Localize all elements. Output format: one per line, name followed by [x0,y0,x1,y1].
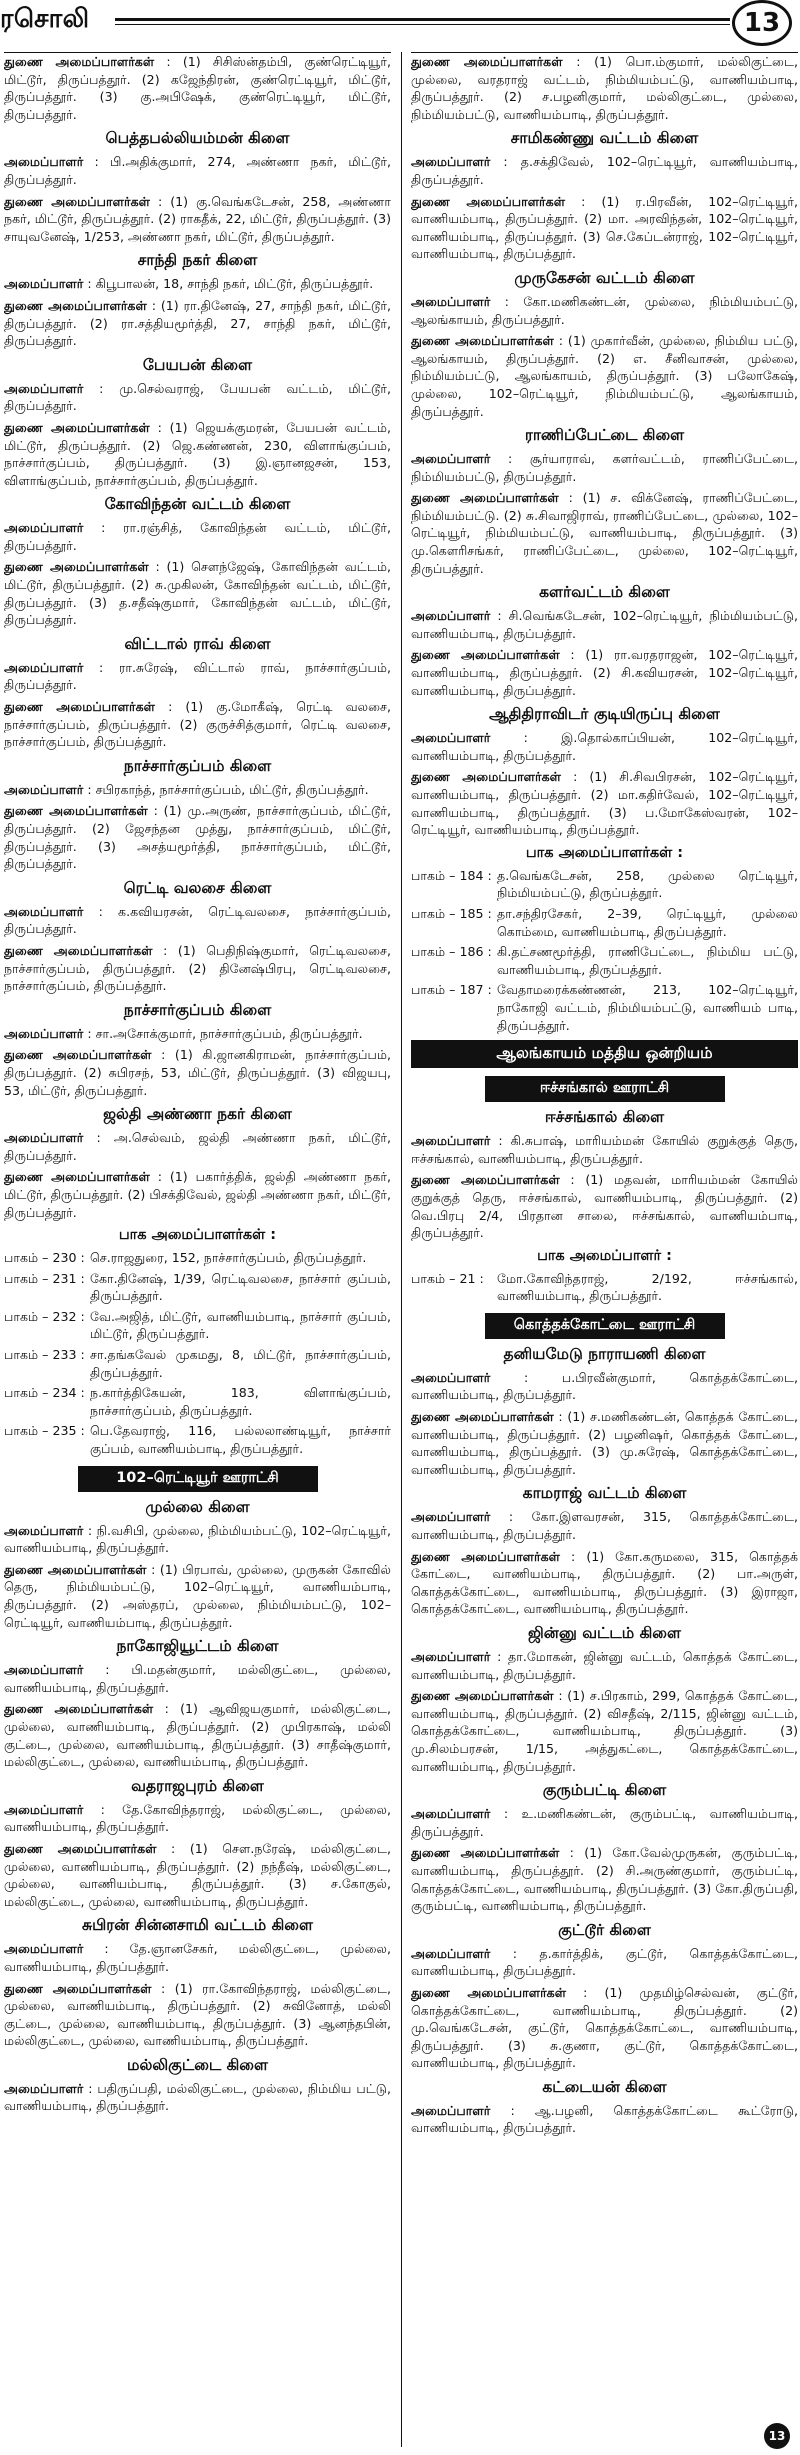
branch-heading: ரெட்டி வலசை கிளை [123,878,272,897]
role-label: துணை அமைப்பாளர்கள் [4,419,150,435]
role-label: துணை அமைப்பாளர்கள் [411,1172,560,1188]
member-details: : (1) ரா.கோவிந்தராஜ், மல்லிகுட்டை, முல்லை, வாணியம்பாடி, திருப்பத்தூர். (2) சுவினோத், மல்லி குட்டை, முல்லை, வாணியம்பாடி, திருப்பத்தூர். (3) ஆனந்தபின், மல்லிகுட்டை, முல்லை, வாணியம்பாடி, திருப்பத்தூர். [4,1980,391,2049]
member-details: : (1) முதமிழ்செல்வன், குட்டூர், கொத்தக்கோட்டை, வாணியம்பாடி, திருப்பத்தூர். (2) மு.வெங்கடேசன், குட்டூர், கொத்தக்கோட்டை, வாணியம்பாடி, திருப்பத்தூர். (3) சு.குணா, குட்டூர், கொத்தக்கோட்டை, வாணியம்பாடி, திருப்பத்தூர். [411,1984,798,2071]
section-organizer-details: வே.அஜித், மிட்டூர், வாணியம்பாடி, நாச்சார் குப்பம், மிட்டூர், திருப்பத்தூர். [90,1308,391,1342]
member-details: : கி.சுபாஷ், மாரியம்மன் கோயில் குறுக்குத் தெரு, ஈச்சங்கால், வாணியம்பாடி, திருப்பத்தூர். [411,1133,798,1166]
branch-heading: குட்டூர் கிளை [558,1920,651,1939]
role-label: அமைப்பாளர் [411,1369,491,1385]
role-label: துணை அமைப்பாளர்கள் [411,193,566,209]
member-details: : (1) சௌந்ஜேஷ், கோவிந்தன் வட்டம், மிட்டூர், திருப்பத்தூர். (2) சு.முகிலன், கோவிந்தன் வட்டம், மிட்டூர், திருப்பத்தூர். (3) த.சதீஷ்குமார், கோவிந்தன் வட்டம், மிட்டூர், திருப்பத்தூர். [4,559,391,628]
section-organizer-row [411,867,798,902]
member-entry [411,332,798,420]
branch-section [4,1916,391,2050]
role-label: துணை அமைப்பாளர்கள் [411,1845,560,1861]
role-label: துணை அமைப்பாளர்கள் [4,699,156,715]
member-entry [411,646,798,699]
role-label: அமைப்பாளர் [411,730,491,746]
section-organizer-details: தா.சந்திரசேகர், 2–39, ரெட்டியூர், முல்லை கொம்மை, வாணியம்பாடி, திருப்பத்தூர். [497,905,798,939]
member-details: : (1) பிரபாவ், முல்லை, முருகன் கோவில் தெரு, நிம்மியம்பட்டு, 102–ரெட்டியூர், வாணியம்பாடி, திருப்பத்தூர். (2) அஸ்தரப், முல்லை, நிம்மியம்பட்டு, 102–ரெட்டியூர், வாணியம்பாடி, திருப்பத்தூர். [4,1561,391,1630]
member-entry [411,450,798,485]
member-entry [4,903,391,938]
member-details: : பதிருப்பதி, மல்லிகுட்டை, முல்லை, நிம்மிய பட்டு, வாணியம்பாடி, திருப்பத்தூர். [4,2080,391,2114]
branch-heading: சுபிரன் சின்னசாமி வட்டம் கிளை [82,1916,313,1935]
member-entry [4,1046,391,1099]
section-organizer-details: மோ.கோவிந்தராஜ், 2/192, ஈச்சங்கால், வாணியம்பாடி, திருப்பத்தூர். [497,1270,798,1304]
role-label: துணை அமைப்பாளர்கள் [411,1688,554,1704]
role-label: அமைப்பாளர் [411,1509,491,1525]
branch-section [411,1484,798,1618]
branch-section [4,879,391,995]
role-label: அமைப்பாளர் [411,2102,491,2118]
member-details: : சி.வெங்கடேசன், 102–ரெட்டியூர், நிம்மியம்பட்டு, வாணியம்பாடி, திருப்பத்தூர். [411,608,798,641]
member-entry [411,153,798,188]
branch-section [411,1624,798,1775]
section-number: பாகம் – 185 : [411,905,492,921]
member-entry [411,2102,798,2137]
panchayat-banner: கொத்தக்கோட்டை ஊராட்சி [485,1313,725,1339]
branch-heading: ராணிப்பேட்டை கிளை [524,426,685,445]
branch-heading: சாந்தி நகர் கிளை [137,251,258,270]
section-organizer-row [4,1270,391,1305]
member-entry [4,558,391,628]
member-details: : (1) சி.சிவபிரசன், 102–ரெட்டியூர், வாணியம்பாடி, திருப்பத்தூர். (2) மா.கதிர்வேல், 102–ரெட்டியூர், வாணியம்பாடி, திருப்பத்தூர். (3) ப.மோகேஸ்வரன், 102–ரெட்டியூர், வாணியம்பாடி, திருப்பத்தூர். [411,769,798,838]
role-label: துணை அமைப்பாளர்கள் [411,1984,567,2000]
member-entry [4,1940,391,1975]
member-entry [411,1648,798,1683]
section-organizer-details: செ.ராஜதுரை, 152, நாச்சார்குப்பம், திருப்பத்தூர். [90,1250,367,1266]
branch-section [411,129,798,263]
member-details: : (1) ரா.தினேஷ், 27, சாந்தி நகர், மிட்டூர், திருப்பத்தூர். (2) ரா.சத்தியமூர்த்தி, 27, சாந்தி நகர், மிட்டூர், திருப்பத்தூர். [4,297,391,349]
member-entry [4,942,391,995]
page-header [0,0,800,50]
member-entry [411,1548,798,1618]
role-label: அமைப்பாளர் [4,1025,84,1041]
member-details: : தே.கோவிந்தராஜ், மல்லிகுட்டை, முல்லை, வாணியம்பாடி, திருப்பத்தூர். [4,1801,391,1835]
member-entry [411,1805,798,1840]
branch-section [411,1921,798,2072]
section-organizer-row [4,1346,391,1381]
role-label: துணை அமைப்பாளர்கள் [411,54,563,69]
member-details: : (1) ர.பிரவீன், 102–ரெட்டியூர், வாணியம்பாடி, திருப்பத்தூர். (2) மா. அரவிந்தன், 102–ரெட்டியூர், வாணியம்பாடி, திருப்பத்தூர். (3) செ.கேப்டன்ராஜ், 102–ரெட்டியூர், வாணியம்பாடி, திருப்பத்தூர். [411,193,798,262]
branch-section [4,495,391,629]
section-organizer-row [4,1249,391,1267]
member-entry [4,1025,391,1043]
member-entry [4,1840,391,1910]
branch-section [411,1781,798,1915]
member-details: : (1) பகார்த்திக், ஜல்தி அண்ணா நகர், மிட்டூர், திருப்பத்தூர். (2) பிசக்திவேல், ஜல்தி அண்ணா நகர், மிட்டூர், திருப்பத்தூர். [4,1169,391,1220]
section-organizer-details: கி.தட்சணமூர்த்தி, ராணிபேட்டை, நிம்மிய பட்டு, வாணியம்பாடி, திருப்பத்தூர். [497,944,798,977]
member-entry [4,1168,391,1221]
branch-section [4,356,391,490]
member-details: : (1) கு.மோகீஷ், ரெட்டி வலசை, நாச்சார்குப்பம், திருப்பத்தூர். (2) குருச்சித்குமார், ரெட்டி வலசை, நாச்சார்குப்பம், திருப்பத்தூர். [4,699,391,750]
role-label: துணை அமைப்பாளர்கள் [411,333,554,349]
section-organizers-title: பாக அமைப்பாளர் : [537,1247,672,1264]
branch-heading: தனியமேடு நாராயணி கிளை [503,1344,706,1363]
member-details: : (1) கு.வெங்கடேசன், 258, அண்ணா நகர், மிட்டூர், திருப்பத்தூர். (2) ராகதீக், 22, மிட்டூர், திருப்பத்தூர். (3) சாயுவனேஷ், 1/253, அண்ணா நகர், மிட்டூர், திருப்பத்தூர். [4,193,391,244]
member-details: : க.கவியரசன், ரெட்டிவலசை, நாச்சார்குப்பம், திருப்பத்தூர். [4,903,391,937]
branch-section [411,1345,798,1479]
member-details: : தா.மோகன், ஜின்னு வட்டம், கொத்தக் கோட்டை, வாணியம்பாடி, திருப்பத்தூர். [411,1649,798,1682]
member-details: : ப.பிரவீன்குமார், கொத்தக்கோட்டை, வாணியம்பாடி, திருப்பத்தூர். [411,1369,798,1403]
branch-heading: நாச்சார்குப்பம் கிளை [123,756,272,775]
branch-section [411,583,798,699]
role-label: துணை அமைப்பாளர்கள் [4,193,150,209]
branch-heading: ஈச்சங்கால் கிளை [544,1108,665,1127]
branch-heading: கோவிந்தன் வட்டம் கிளை [104,495,291,514]
left-column [4,52,391,2447]
member-details: : கிபூபாலன், 18, சாந்தி நகர், மிட்டூர், திருப்பத்தூர். [83,276,374,292]
member-entry [4,781,391,799]
member-entry [411,1687,798,1775]
header-rule [115,18,730,25]
member-entry [4,1561,391,1631]
member-entry [4,380,391,415]
panchayat-banner: 102–ரெட்டியூர் ஊராட்சி [78,1466,318,1492]
branch-section [4,251,391,349]
branch-section [4,1105,391,1221]
member-details: : மு.செல்வராஜ், பேயபன் வட்டம், மிட்டூர், திருப்பத்தூர். [4,380,391,414]
role-label: துணை அமைப்பாளர்கள் [4,54,155,69]
member-details: : சா.அசோக்குமார், நாச்சார்குப்பம், திருப்பத்தூர். [83,1025,363,1041]
member-details: : ஆ.பழனி, கொத்தக்கோட்டை கூட்ரோடு, வாணியம்பாடி, திருப்பத்தூர். [411,2102,798,2136]
role-label: அமைப்பாளர் [4,1801,84,1817]
member-entry [411,1844,798,1914]
member-details: : த.சக்திவேல், 102–ரெட்டியூர், வாணியம்பாடி, திருப்பத்தூர். [411,154,798,187]
member-details: : அ.செல்வம், ஜல்தி அண்ணா நகர், மிட்டூர், திருப்பத்தூர். [4,1130,391,1163]
member-details: : பி.அதிக்குமார், 274, அண்ணா நகர், மிட்டூர், திருப்பத்தூர். [4,154,391,187]
member-details: : ரா.ரஞ்சித், கோவிந்தன் வட்டம், மிட்டூர், திருப்பத்தூர். [4,520,391,553]
branch-section [411,2078,798,2137]
role-label: அமைப்பாளர் [4,1941,84,1957]
member-entry [411,729,798,764]
branch-section [4,635,391,751]
role-label: அமைப்பாளர் [411,154,491,170]
member-details: : (1) மு.அருண், நாச்சார்குப்பம், மிட்டூர், திருப்பத்தூர். (2) ஜேசந்தன முத்து, நாச்சார்குப்பம், மிட்டூர், திருப்பத்தூர். (3) அசத்யமூர்த்தி, நாச்சார்குப்பம், மிட்டூர், திருப்பத்தூர். [4,803,391,872]
role-label: துணை அமைப்பாளர்கள் [4,1701,154,1717]
section-organizer-details: கோ.தினேஷ், 1/39, ரெட்டிவலசை, நாச்சார் குப்பம், திருப்பத்தூர். [90,1270,391,1304]
role-label: துணை அமைப்பாளர்கள் [4,803,148,819]
branch-section [4,1498,391,1632]
branch-section [4,1637,391,1771]
page-number-badge: 13 [732,0,792,46]
member-entry [4,1522,391,1557]
member-entry [411,1508,798,1543]
member-entry [411,1408,798,1478]
section-organizer-row [411,905,798,940]
role-label: அமைப்பாளர் [4,380,84,396]
section-number: பாகம் – 21 : [411,1270,484,1286]
role-label: அமைப்பாளர் [4,903,84,919]
section-organizer-row [411,943,798,978]
member-entry [4,53,391,123]
member-details: : (1) கி.ஜானகிராமன், நாச்சார்குப்பம், திருப்பத்தூர். (2) சுபிரசந், 53, மிட்டூர், திருப்பத்தூர். (3) விஜயபு, 53, மிட்டூர், திருப்பத்தூர். [4,1047,391,1098]
member-details: : உ.மணிகண்டன், குரும்பட்டி, வாணியம்பாடி, திருப்பத்தூர். [411,1806,798,1839]
section-number: பாகம் – 186 : [411,944,492,960]
branch-heading: முருகேசன் வட்டம் கிளை [514,268,695,287]
member-details: : (1) ச. விக்னேஷ், ராணிப்பேட்டை, நிம்மியம்பட்டு. (2) சு.சிவாஜிராவ், ராணிப்பேட்டை, முல்லை, 102–ரெட்டியூர், நிம்மியம்பட்டு, வாணியம்பாடி, திருப்பத்தூர். (3) மு.கௌரிசங்கர், ராணிப்பேட்டை, முல்லை, 102–ரெட்டியூர், திருப்பத்தூர். [411,490,798,576]
member-entry [411,53,798,123]
section-number: பாகம் – 232 : [4,1308,85,1324]
member-details: : கோ.இளவரசன், 315, கொத்தக்கோட்டை, வாணியம்பாடி, திருப்பத்தூர். [411,1509,798,1543]
member-entry [411,1132,798,1167]
member-entry [4,698,391,751]
role-label: அமைப்பாளர் [411,1133,491,1149]
role-label: துணை அமைப்பாளர்கள் [4,297,147,313]
branch-heading: ஜல்தி அண்ணா நகர் கிளை [103,1105,292,1124]
role-label: துணை அமைப்பாளர்கள் [4,1980,152,1996]
branch-section [411,1108,798,1242]
role-label: அமைப்பாளர் [411,608,491,624]
member-entry [411,1984,798,2072]
section-organizer-row [411,981,798,1034]
member-entry [4,802,391,872]
role-label: அமைப்பாளர் [4,781,84,797]
section-number: பாகம் – 235 : [4,1423,85,1439]
branch-heading: ஆதிதிராவிடர் குடியிருப்பு கிளை [489,705,720,724]
member-details: : ரா.சுரேஷ், விட்டால் ராவ், நாச்சார்குப்பம், திருப்பத்தூர். [4,659,391,693]
member-details: : கோ.மணிகண்டன், முல்லை, நிம்மியம்பட்டு, ஆலங்காயம், திருப்பத்தூர். [411,293,798,327]
role-label: அமைப்பாளர் [411,451,491,467]
role-label: துணை அமைப்பாளர்கள் [411,1409,554,1425]
member-details: : நி.வசிபி, முல்லை, நிம்மியம்பட்டு, 102–ரெட்டியூர், வாணியம்பாடி, திருப்பத்தூர். [4,1522,391,1556]
member-entry [4,1129,391,1164]
member-entry [4,1661,391,1696]
role-label: அமைப்பாளர் [411,293,491,309]
branch-section [411,426,798,577]
member-entry [4,153,391,188]
role-label: அமைப்பாளர் [4,1662,84,1678]
role-label: அமைப்பாளர் [4,659,84,675]
member-entry [411,489,798,577]
member-entry [4,1700,391,1770]
member-entry [4,2080,391,2115]
branch-heading: காமராஜ் வட்டம் கிளை [522,1484,687,1503]
member-entry [411,768,798,838]
branch-heading: விட்டால் ராவ் கிளை [124,634,271,653]
role-label: துணை அமைப்பாளர்கள் [4,1169,150,1185]
section-organizer-details: த.வெங்கடேசன், 258, முல்லை ரெட்டியூர், நிம்மியம்பட்டு, திருப்பத்தூர். [497,867,798,901]
member-entry [411,1945,798,1980]
member-details: : தே.ஞானசேகர், மல்லிகுட்டை, முல்லை, வாணியம்பாடி, திருப்பத்தூர். [4,1941,391,1974]
section-number: பாகம் – 187 : [411,982,492,998]
panchayat-banner: ஈச்சங்கால் ஊராட்சி [485,1076,725,1102]
member-details: : (1) மதவன், மாரியம்மன் கோயில் குறுக்குத் தெரு, ஈச்சங்கால், வாணியம்பாடி, திருப்பத்தூர். (2) வெ.பிரபு 2/4, பிரதான சாலை, ஈச்சங்கால், வாணியம்பாடி, திருப்பத்தூர். [411,1172,798,1241]
branch-heading: முல்லை கிளை [145,1497,250,1516]
section-organizer-details: ந.கார்த்திகேயன், 183, விளாங்குப்பம், நாச்சார்குப்பம், திருப்பத்தூர். [90,1385,391,1418]
member-entry [411,607,798,642]
section-number: பாகம் – 231 : [4,1270,85,1286]
section-organizer-row [4,1384,391,1419]
right-column [411,52,798,2447]
section-organizer-row [4,1422,391,1457]
branch-heading: மல்லிகுட்டை கிளை [127,2055,268,2074]
role-label: அமைப்பாளர் [4,1130,84,1146]
member-details: : பி.மதன்குமார், மல்லிகுட்டை, முல்லை, வாணியம்பாடி, திருப்பத்தூர். [4,1662,391,1695]
role-label: துணை அமைப்பாளர்கள் [411,490,559,506]
role-label: அமைப்பாளர் [411,1945,491,1961]
branch-heading: பெத்தபல்லியம்மன் கிளை [105,129,290,148]
member-entry [4,419,391,489]
section-organizer-details: சா.தங்கவேல் முகமது, 8, மிட்டூர், நாச்சார்குப்பம், திருப்பத்தூர். [90,1347,391,1380]
branch-heading: ஜின்னு வட்டம் கிளை [528,1624,681,1642]
section-organizer-row [411,1270,798,1305]
member-details: : த.கார்த்திக், குட்டூர், கொத்தக்கோட்டை, வாணியம்பாடி, திருப்பத்தூர். [411,1945,798,1979]
section-number: பாகம் – 230 : [4,1250,85,1266]
member-entry [411,1171,798,1241]
section-number: பாகம் – 184 : [411,867,492,883]
role-label: துணை அமைப்பாளர்கள் [4,1561,147,1577]
member-details: : (1) ஆவிஜயகுமார், மல்லிகுட்டை, முல்லை, வாணியம்பாடி, திருப்பத்தூர். (2) முபிரகாஷ், மல்லி குட்டை, முல்லை, வாணியம்பாடி, திருப்பத்தூர். (3) சாதீஷ்குமார், மல்லிகுட்டை, முல்லை, வாணியம்பாடி, திருப்பத்தூர். [4,1701,391,1770]
member-details: : (1) ஜெயக்குமரன், பேயபன் வட்டம், மிட்டூர், திருப்பத்தூர். (2) ஜெ.கண்ணன், 230, விளாங்குப்பம், நாச்சார்குப்பம், திருப்பத்தூர். (3) இ.ஞானஜசன், 153, விளாங்குப்பம், நாச்சார்குப்பம், திருப்பத்தூர். [4,419,391,488]
branch-heading: நாகோஜியூட்டம் கிளை [116,1637,279,1656]
role-label: துணை அமைப்பாளர்கள் [411,647,560,663]
branch-heading: பேயபன் கிளை [142,355,253,374]
member-entry [411,293,798,328]
section-organizer-details: வேதாமரைக்கண்ணன், 213, 102–ரெட்டியூர், நாகோஜி வட்டம், நிம்மியம்பட்டு, வாணியம் பாடி, திருப்பத்தூர். [497,982,798,1033]
branch-section [4,757,391,873]
role-label: அமைப்பாளர் [4,520,84,536]
union-banner: ஆலங்காயம் மத்திய ஒன்றியம் [411,1040,798,1068]
columns [0,52,800,2447]
corner-page-number: 13 [764,2423,790,2449]
branch-section [4,1777,391,1911]
branch-heading: வதராஜபுரம் கிளை [131,1776,264,1795]
section-organizer-details: பெ.தேவராஜ், 116, பல்லலாண்டியூர், நாச்சார் குப்பம், வாணியம்பாடி, திருப்பத்தூர். [90,1423,391,1457]
section-organizer-row [4,1308,391,1343]
role-label: துணை அமைப்பாளர்கள் [4,1047,152,1063]
member-entry [4,1801,391,1836]
member-details: : (1) முகார்வீன், முல்லை, நிம்மிய பட்டு, ஆலங்காயம், திருப்பத்தூர். (2) எ. சீனிவாசன், முல்லை, நிம்மியம்பட்டு, ஆலங்காயம், திருப்பத்தூர். (3) பலோகேஷ், முல்லை, 102–ரெட்டியூர், நிம்மியம்பட்டு, ஆலங்காயம், திருப்பத்தூர். [411,333,798,419]
role-label: அமைப்பாளர் [4,154,84,170]
role-label: துணை அமைப்பாளர்கள் [411,1548,561,1564]
role-label: துணை அமைப்பாளர்கள் [4,559,149,575]
member-details: : இ.தொல்காப்பியன், 102–ரெட்டியூர், வாணியம்பாடி, திருப்பத்தூர். [411,730,798,763]
role-label: துணை அமைப்பாளர்கள் [4,942,153,958]
role-label: துணை அமைப்பாளர்கள் [4,1840,157,1856]
member-details: : (1) கோ.வேல்முருகன், குரும்பட்டி, வாணியம்பாடி, திருப்பத்தூர். (2) சி.அருண்குமார், குரும்பட்டி, கொத்தக்கோட்டை, வாணியம்பாடி, திருப்பத்தூர். (3) கோ.திருப்பதி, குரும்பட்டி, வாணியம்பாடி, திருப்பத்தூர். [411,1845,798,1914]
branch-heading: குரும்பட்டி கிளை [542,1781,667,1800]
section-organizers-title: பாக அமைப்பாளர்கள் : [118,1227,277,1244]
member-entry [411,193,798,263]
role-label: அமைப்பாளர் [411,1806,491,1822]
member-entry [4,519,391,554]
branch-section [4,2056,391,2115]
member-details: : (1) ச.மணிகண்டன், கொத்தக் கோட்டை, வாணியம்பாடி, திருப்பத்தூர். (2) பழனிஷர், கொத்தக் கோட்டை, வாணியம்பாடி, திருப்பத்தூர். (3) மு.சுரேஷ், கொத்தக்கோட்டை, வாணியம்பாடி, திருப்பத்தூர். [411,1409,798,1477]
branch-section [4,129,391,245]
branch-section [4,1001,391,1099]
member-entry [4,659,391,694]
member-details: : (1) கோ.கருமலை, 315, கொத்தக் கோட்டை, வாணியம்பாடி, திருப்பத்தூர். (2) பா.அருள், கொத்தக்கோட்டை, வாணியம்பாடி, திருப்பத்தூர். (3) இராஜா, கொத்தக்கோட்டை, வாணியம்பாடி, திருப்பத்தூர். [411,1548,798,1617]
member-details: : (1) பொ.ம்குமார், மல்லிகுட்டை, முல்லை, வரதராஜ் வட்டம், நிம்மியம்பட்டு, வாணியம்பாடி, திருப்பத்தூர். (2) ச.பழனிகுமார், மல்லிகுட்டை, முல்லை, நிம்மியம்பட்டு, வாணியம்பாடி, திருப்பத்தூர். [411,54,798,122]
member-details: : சூர்யாராவ், களர்வட்டம், ராணிப்பேட்டை, நிம்மியம்பட்டு, திருப்பத்தூர். [411,451,798,484]
member-details: : சபிரகாந்த், நாச்சார்குப்பம், மிட்டூர், திருப்பத்தூர். [83,781,369,797]
branch-heading: நாச்சார்குப்பம் கிளை [123,1000,272,1019]
section-number: பாகம் – 234 : [4,1385,85,1401]
branch-heading: களர்வட்டம் கிளை [539,583,670,602]
member-entry [4,275,391,293]
branch-heading: கட்டையன் கிளை [542,2077,667,2096]
role-label: அமைப்பாளர் [411,1649,491,1664]
member-details: : (1) சிசிஸ்ன்தம்பி, குண்ரெட்டியூர், மிட்டூர், திருப்பத்தூர். (2) கஜேந்திரன், குண்ரெட்டியூர், மிட்டூர், திருப்பத்தூர். (3) கு.அபிஷேக், குண்ரெட்டியூர், மிட்டூர், திருப்பத்தூர். [4,54,391,122]
branch-section [411,705,798,839]
branch-section [411,269,798,420]
role-label: அமைப்பாளர் [4,1522,84,1538]
member-details: : (1) பெதிநிஷ்குமார், ரெட்டிவலசை, நாச்சார்குப்பம், திருப்பத்தூர். (2) தினேஷ்பிரபு, ரெட்டிவலசை, நாச்சார்குப்பம், திருப்பத்தூர். [4,942,391,994]
member-details: : (1) ரா.வரதராஜன், 102–ரெட்டியூர், வாணியம்பாடி, திருப்பத்தூர். (2) சி.கவியரசன், 102–ரெட்டியூர், வாணியம்பாடி, திருப்பத்தூர். [411,647,798,698]
member-entry [4,297,391,350]
member-details: : (1) சௌ.நரேஷ், மல்லிகுட்டை, முல்லை, வாணியம்பாடி, திருப்பத்தூர். (2) நந்தீஷ், மல்லிகுட்டை, முல்லை, வாணியம்பாடி, திருப்பத்தூர். (3) ச.கோகுல், மல்லிகுட்டை, முல்லை, வாணியம்பாடி, திருப்பத்தூர். [4,1840,391,1909]
role-label: அமைப்பாளர் [4,2080,84,2096]
member-entry [4,193,391,246]
role-label: துணை அமைப்பாளர்கள் [411,769,562,785]
role-label: அமைப்பாளர் [4,276,84,292]
section-organizers-title: பாக அமைப்பாளர்கள் : [525,844,684,861]
member-entry [4,1980,391,2050]
section-number: பாகம் – 233 : [4,1347,85,1363]
branch-heading: சாமிகண்ணு வட்டம் கிளை [510,129,699,148]
member-entry [411,1369,798,1404]
member-details: : (1) ச.பிரகாம், 299, கொத்தக் கோட்டை, வாணியம்பாடி, திருப்பத்தூர். (2) விசதீஷ், 2/115, ஜின்னு வட்டம், கொத்தக்கோட்டை, வாணியம்பாடி, திருப்பத்தூர். (3) மு.சிலம்பரசன், 1/15, அத்துகட்டை, கொத்தக்கோட்டை, வாணியம்பாடி, திருப்பத்தூர். [411,1688,798,1774]
newspaper-title: ரசொலி [0,4,90,34]
